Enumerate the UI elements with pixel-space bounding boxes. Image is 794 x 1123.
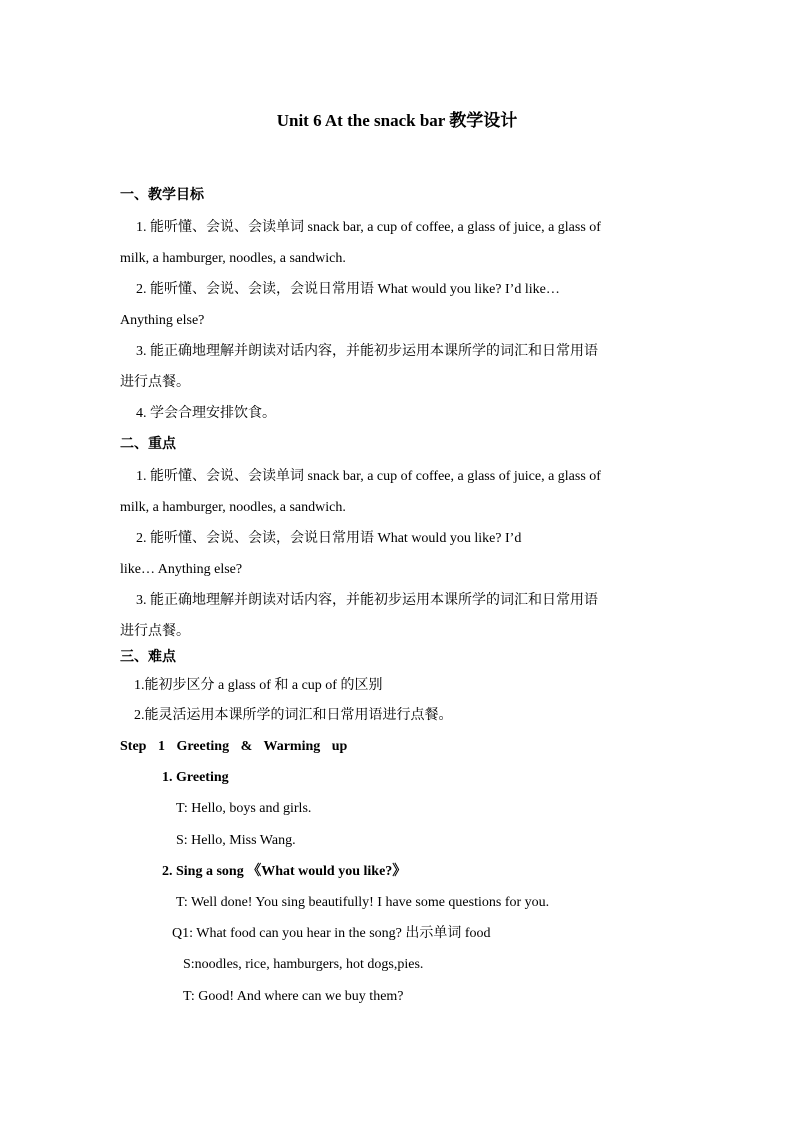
dialog-line-teacher-hello: T: Hello, boys and girls. <box>176 801 312 816</box>
objective-2-line-1: 2. 能听懂、会说、会读，会说日常用语 What would you like? I’d like… <box>136 282 560 297</box>
key-point-2-line-2: like… Anything else? <box>120 562 243 577</box>
difficulty-1: 1.能初步区分 a glass of 和 a cup of 的区别 <box>134 678 383 693</box>
step-1-sub-song: 2. Sing a song 《What would you like?》 <box>162 864 407 879</box>
dialog-line-teacher-where: T: Good! And where can we buy them? <box>183 989 404 1004</box>
dialog-line-teacher-praise: T: Well done! You sing beautifully! I have some questions for you. <box>176 895 550 910</box>
document-title: Unit 6 At the snack bar 教学设计 <box>276 111 518 130</box>
objective-3-line-1: 3. 能正确地理解并朗读对话内容，并能初步运用本课所学的词汇和日常用语 <box>136 344 598 359</box>
section-heading-objectives: 一、教学目标 <box>120 188 204 203</box>
key-point-3-line-1: 3. 能正确地理解并朗读对话内容，并能初步运用本课所学的词汇和日常用语 <box>136 593 598 608</box>
step-1-sub-greeting: 1. Greeting <box>162 770 229 785</box>
objective-2-line-2: Anything else? <box>120 313 205 328</box>
section-heading-key-points: 二、重点 <box>120 437 176 452</box>
section-heading-difficulties: 三、难点 <box>120 650 176 665</box>
objective-3-line-2: 进行点餐。 <box>120 375 190 390</box>
dialog-line-students-hello: S: Hello, Miss Wang. <box>176 833 296 848</box>
dialog-line-question-1: Q1: What food can you hear in the song? 出示单词 food <box>172 926 491 941</box>
objective-4: 4. 学会合理安排饮食。 <box>136 406 276 421</box>
objective-1-line-1: 1. 能听懂、会说、会读单词 snack bar, a cup of coffee, a glass of juice, a glass of <box>136 220 601 235</box>
key-point-1-line-2: milk, a hamburger, noodles, a sandwich. <box>120 500 346 515</box>
objective-1-line-2: milk, a hamburger, noodles, a sandwich. <box>120 251 346 266</box>
difficulty-2: 2.能灵活运用本课所学的词汇和日常用语进行点餐。 <box>134 708 453 723</box>
key-point-2-line-1: 2. 能听懂、会说、会读，会说日常用语 What would you like? I’d <box>136 531 522 546</box>
key-point-1-line-1: 1. 能听懂、会说、会读单词 snack bar, a cup of coffee, a glass of juice, a glass of <box>136 469 601 484</box>
key-point-3-line-2: 进行点餐。 <box>120 624 190 639</box>
step-1-heading: Step 1 Greeting & Warming up <box>120 739 348 754</box>
dialog-line-students-answer: S:noodles, rice, hamburgers, hot dogs,pies. <box>183 957 424 972</box>
